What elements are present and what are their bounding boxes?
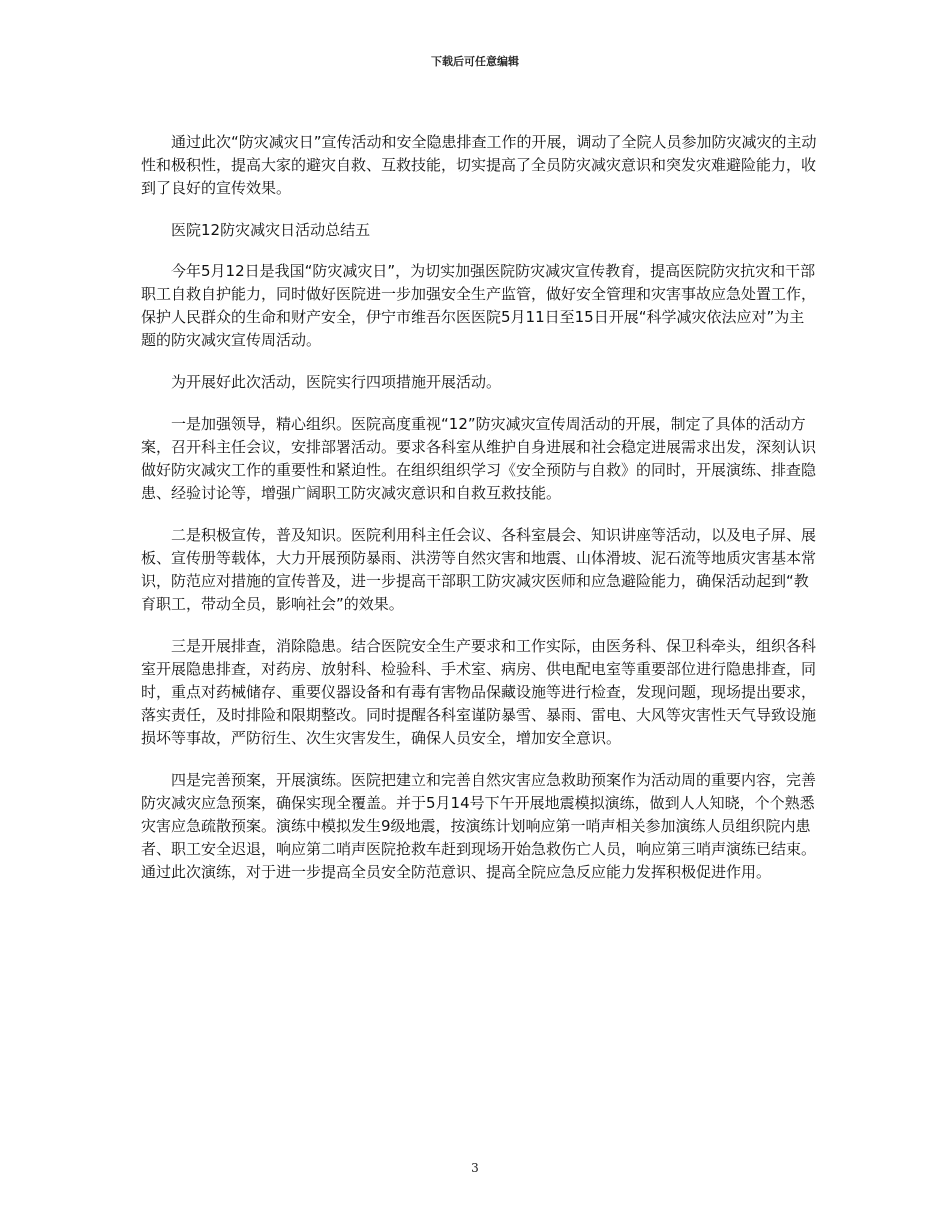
page-number: 3 (471, 1161, 479, 1175)
paragraph-measure-three: 三是开展排查，消除隐患。结合医院安全生产要求和工作实际，由医务科、保卫科牵头，组织各科室开展隐患排查，对药房、放射科、检验科、手术室、病房、供电配电室等重要部位进行隐患排查，同时，重点对药械储存、重要仪器设备和有毒有害物品保藏设施等进行检查，发现问题，现场提出要求，落实责任，及时排险和限期整改。同时提醒各科室谨防暴雪、暴雨、雷电、大风等灾害性天气导致设施损坏等事故，严防衍生、次生灾害发生，确保人员安全，增加安全意识。 (141, 637, 817, 747)
section-heading: 医院12防灾减灾日活动总结五 (171, 221, 371, 239)
paragraph-measure-one: 一是加强领导，精心组织。医院高度重视“12”防灾减灾宣传周活动的开展，制定了具体的活动方案，召开科主任会议，安排部署活动。要求各科室从维护自身进展和社会稳定进展需求出发，深刻认识做好防灾减灾工作的重要性和紧迫性。在组织组织学习《安全预防与自救》的同时，开展演练、排查隐患、经验讨论等，增强广阔职工防灾减灾意识和自救互救技能。 (141, 415, 817, 502)
page-header: 下载后可任意编辑 (431, 55, 519, 68)
paragraph-measures: 为开展好此次活动，医院实行四项措施开展活动。 (171, 373, 502, 391)
document-body (141, 131, 817, 903)
paragraph-summary: 通过此次“防灾减灾日”宣传活动和安全隐患排查工作的开展，调动了全院人员参加防灾减灾的主动性和极积性，提高大家的避灾自救、互救技能，切实提高了全员防灾减灾意识和突发灾难避险能力，收到了良好的宣传效果。 (141, 133, 817, 197)
paragraph-intro: 今年5月12日是我国“防灾减灾日”，为切实加强医院防灾减灾宣传教育，提高医院防灾抗灾和干部职工自救自护能力，同时做好医院进一步加强安全生产监管，做好安全管理和灾害事故应急处置工作，保护人民群众的生命和财产安全，伊宁市维吾尔医医院5月11日至15日开展“科学减灾依法应对”为主题的防灾减灾宣传周活动。 (141, 262, 817, 349)
paragraph-measure-two: 二是积极宣传，普及知识。医院利用科主任会议、各科室晨会、知识讲座等活动，以及电子屏、展板、宣传册等载体，大力开展预防暴雨、洪涝等自然灾害和地震、山体滑坡、泥石流等地质灾害基本常识，防范应对措施的宣传普及，进一步提高干部职工防灾减灾医师和应急避险能力，确保活动起到“教育职工，带动全员，影响社会”的效果。 (141, 526, 817, 613)
paragraph-measure-four: 四是完善预案，开展演练。医院把建立和完善自然灾害应急救助预案作为活动周的重要内容，完善防灾减灾应急预案，确保实现全覆盖。并于5月14号下午开展地震模拟演练，做到人人知晓，个个熟悉灾害应急疏散预案。演练中模拟发生9级地震，按演练计划响应第一哨声相关参加演练人员组织院内患者、职工安全迟退，响应第二哨声医院抢救车赶到现场开始急救伤亡人员，响应第三哨声演练已结束。通过此次演练，对于进一步提高全员安全防范意识、提高全院应急反应能力发挥积极促进作用。 (141, 771, 817, 881)
